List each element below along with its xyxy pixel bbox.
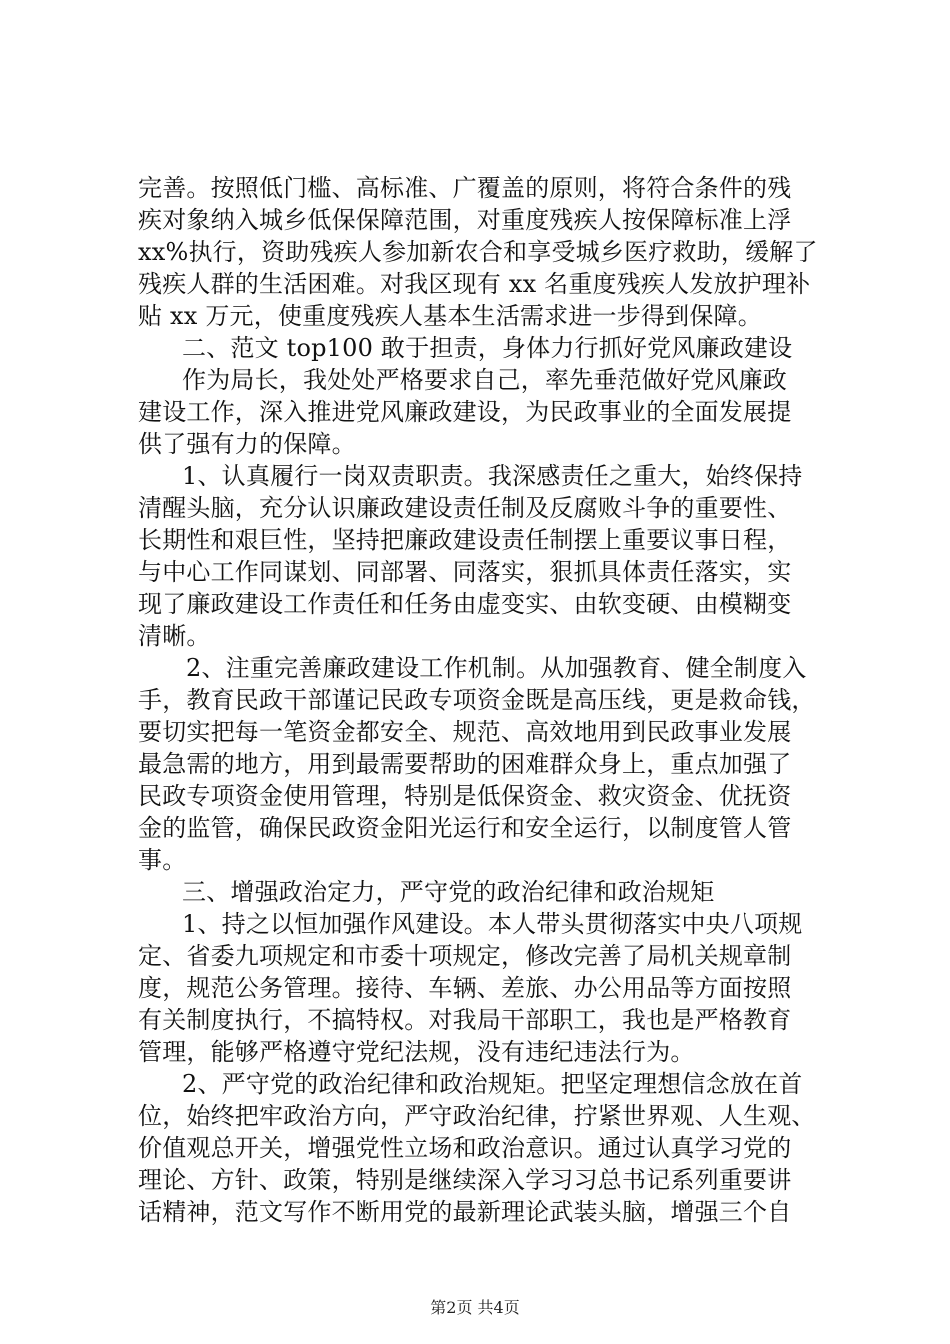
body-line: 供了强有力的保障。: [138, 430, 356, 458]
body-line: 疾对象纳入城乡低保保障范围，对重度残疾人按保障标准上浮: [138, 206, 792, 234]
body-line: 民政专项资金使用管理，特别是低保资金、救灾资金、优抚资: [138, 782, 792, 810]
body-line: 建设工作，深入推进党风廉政建设，为民政事业的全面发展提: [138, 398, 792, 426]
document-body: [138, 172, 838, 1228]
section-heading: 三、增强政治定力，严守党的政治纪律和政治规矩: [182, 878, 715, 906]
body-line: 清醒头脑，充分认识廉政建设责任制及反腐败斗争的重要性、: [138, 494, 792, 522]
body-line: 管理，能够严格遵守党纪法规，没有违纪违法行为。: [138, 1038, 695, 1066]
body-line: 长期性和艰巨性，坚持把廉政建设责任制摆上重要议事日程，: [138, 526, 792, 554]
body-line: 理论、方针、政策，特别是继续深入学习习总书记系列重要讲: [138, 1166, 792, 1194]
section-heading: 二、范文 top100 敢于担责，身体力行抓好党风廉政建设: [182, 334, 793, 362]
body-line: 清晰。: [138, 622, 211, 650]
body-line: 残疾人群的生活困难。对我区现有 xx 名重度残疾人发放护理补: [138, 270, 811, 298]
body-line: 要切实把每一笔资金都安全、规范、高效地用到民政事业发展: [138, 718, 792, 746]
body-line: 度，规范公务管理。接待、车辆、差旅、办公用品等方面按照: [138, 974, 792, 1002]
body-line: 1、认真履行一岗双责职责。我深感责任之重大，始终保持: [182, 462, 803, 490]
body-line: 话精神，范文写作不断用党的最新理论武装头脑，增强三个自: [138, 1198, 792, 1226]
body-line: 金的监管，确保民政资金阳光运行和安全运行，以制度管人管: [138, 814, 792, 842]
body-line: 最急需的地方，用到最需要帮助的困难群众身上，重点加强了: [138, 750, 792, 778]
body-line: xx%执行，资助残疾人参加新农合和享受城乡医疗救助，缓解了: [138, 238, 818, 266]
body-line: 价值观总开关，增强党性立场和政治意识。通过认真学习党的: [138, 1134, 792, 1162]
body-line: 贴 xx 万元，使重度残疾人基本生活需求进一步得到保障。: [138, 302, 762, 330]
body-line: 2、注重完善廉政建设工作机制。从加强教育、健全制度入: [186, 654, 807, 682]
body-line: 手，教育民政干部谨记民政专项资金既是高压线，更是救命钱，: [138, 686, 816, 714]
body-line: 定、省委九项规定和市委十项规定，修改完善了局机关规章制: [138, 942, 792, 970]
body-line: 事。: [138, 846, 187, 874]
page-footer: 第2页 共4页: [430, 1298, 520, 1317]
body-line: 作为局长，我处处严格要求自己，率先垂范做好党风廉政: [182, 366, 787, 394]
body-line: 现了廉政建设工作责任和任务由虚变实、由软变硬、由模糊变: [138, 590, 792, 618]
body-line: 1、持之以恒加强作风建设。本人带头贯彻落实中央八项规: [182, 910, 803, 938]
body-line: 位，始终把牢政治方向，严守政治纪律，拧紧世界观、人生观、: [138, 1102, 816, 1130]
body-line: 2、严守党的政治纪律和政治规矩。把坚定理想信念放在首: [182, 1070, 803, 1098]
body-line: 与中心工作同谋划、同部署、同落实，狠抓具体责任落实，实: [138, 558, 792, 586]
body-line: 有关制度执行，不搞特权。对我局干部职工，我也是严格教育: [138, 1006, 792, 1034]
body-line: 完善。按照低门槛、高标准、广覆盖的原则，将符合条件的残: [138, 174, 792, 202]
